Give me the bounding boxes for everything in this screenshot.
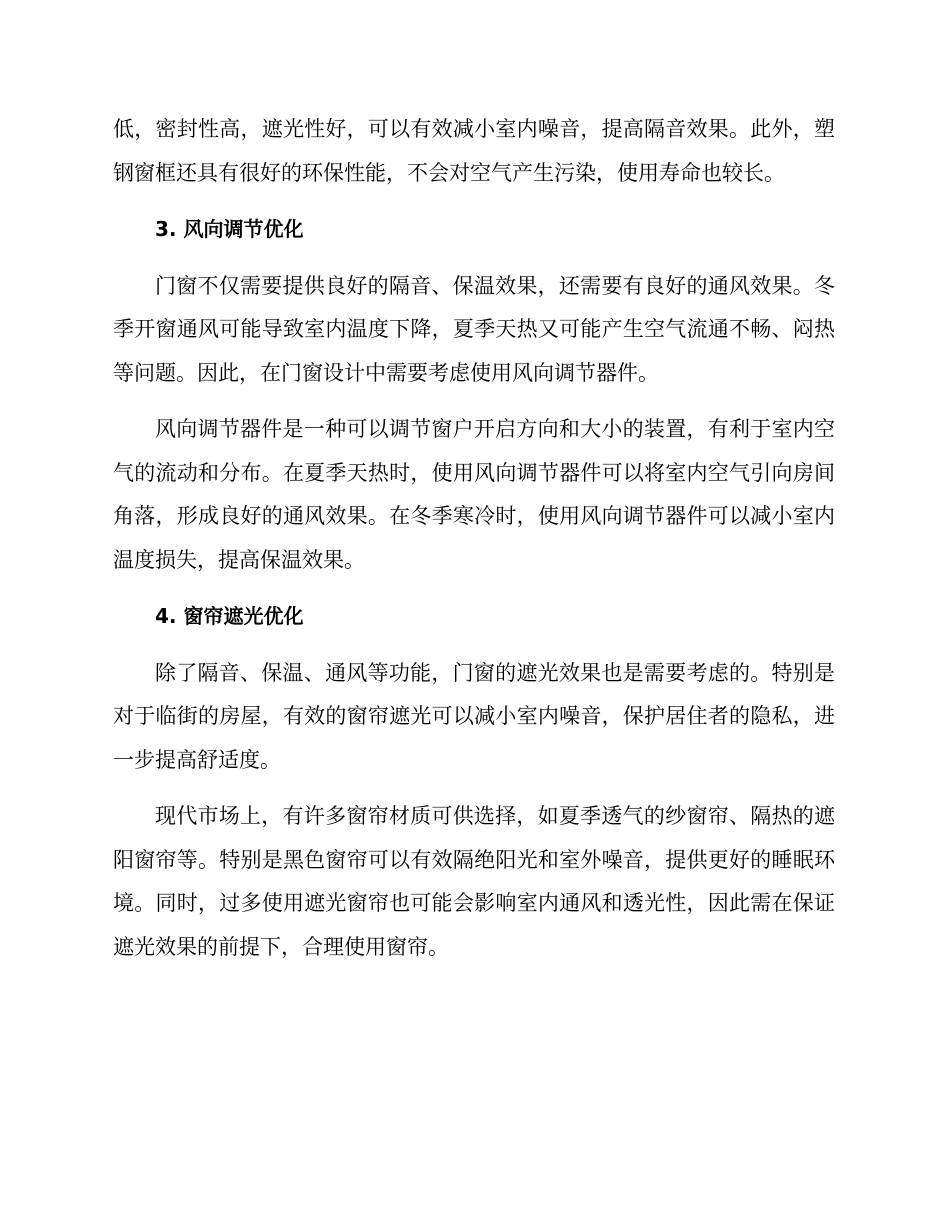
document-page	[113, 108, 835, 982]
section-3-paragraph-1: 门窗不仅需要提供良好的隔音、保温效果，还需要有良好的通风效果。冬季开窗通风可能导致室内温度下降，夏季天热又可能产生空气流通不畅、闷热等问题。因此，在门窗设计中需要考虑使用风向调节器件。	[113, 273, 835, 385]
section-3-heading: 3. 风向调节优化	[155, 217, 304, 241]
section-4-paragraph-1: 除了隔音、保温、通风等功能，门窗的遮光效果也是需要考虑的。特别是对于临街的房屋，有效的窗帘遮光可以减小室内噪音，保护居住者的隐私，进一步提高舒适度。	[113, 660, 835, 772]
section-4-paragraph-2: 现代市场上，有许多窗帘材质可供选择，如夏季透气的纱窗帘、隔热的遮阳窗帘等。特别是黑色窗帘可以有效隔绝阳光和室外噪音，提供更好的睡眠环境。同时，过多使用遮光窗帘也可能会影响室内通风和透光性，因此需在保证遮光效果的前提下，合理使用窗帘。	[113, 804, 835, 959]
section-4-heading: 4. 窗帘遮光优化	[155, 604, 304, 628]
section-3-paragraph-2: 风向调节器件是一种可以调节窗户开启方向和大小的装置，有利于室内空气的流动和分布。在夏季天热时，使用风向调节器件可以将室内空气引向房间角落，形成良好的通风效果。在冬季寒冷时，使用风向调节器件可以减小室内温度损失，提高保温效果。	[113, 417, 835, 572]
paragraph-continued: 低，密封性高，遮光性好，可以有效减小室内噪音，提高隔音效果。此外，塑钢窗框还具有很好的环保性能，不会对空气产生污染，使用寿命也较长。	[113, 117, 835, 185]
